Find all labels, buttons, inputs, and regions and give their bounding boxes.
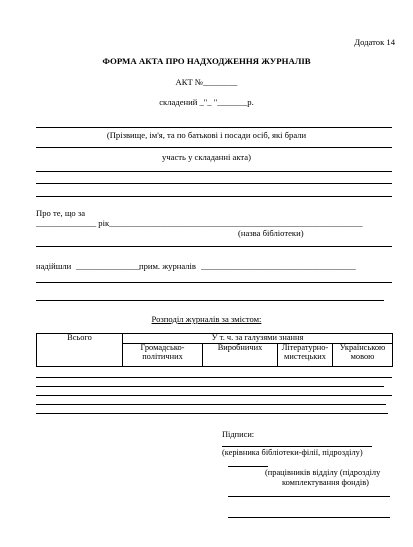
appendix-label: Додаток 14 [354, 37, 395, 47]
signatures-title: Підписи: [222, 430, 255, 439]
writing-line [36, 183, 392, 184]
writing-line [36, 377, 392, 378]
received-copies-blank: _______________ [76, 261, 141, 271]
writing-line [36, 413, 388, 414]
head-signature-caption: (керівника бібліотеки-філії, підрозділу) [222, 448, 363, 457]
col-header-ukrainian: Українською мовою [333, 343, 393, 366]
writing-line [36, 300, 384, 301]
writing-line [36, 386, 384, 387]
act-date: складений _"_ "_______р. [159, 97, 254, 107]
staff-caption-2: комплектування фондів) [282, 478, 369, 487]
col-header-industrial: Виробничих [203, 343, 278, 366]
writing-line [36, 404, 386, 405]
signature-line [228, 466, 268, 467]
signature-line [222, 446, 372, 447]
writing-line [36, 246, 392, 247]
writing-line [36, 171, 392, 172]
act-number: АКТ №________ [175, 77, 238, 87]
signature-line [228, 517, 390, 518]
received-tail-blank: ____________________________________ [201, 262, 356, 271]
signature-line [228, 496, 390, 497]
writing-line [36, 147, 392, 148]
received-copies-label: прим. журналів [139, 261, 196, 271]
writing-line [36, 196, 392, 197]
composition-caption-1: (Прізвище, ім'я, та по батькові і посади осіб, які брали [106, 130, 307, 140]
document-title: ФОРМА АКТА ПРО НАДХОДЖЕННЯ ЖУРНАЛІВ [102, 56, 311, 66]
year-line: ______________ рік___________________________________________________________ [36, 219, 363, 228]
staff-caption-1: (працівників відділу (підрозділу [265, 468, 381, 477]
col-total-header: Всього [37, 334, 123, 367]
col-header-literary-artistic: Літературно- мистецьких [278, 343, 333, 366]
received-label: надійшли [36, 261, 72, 271]
writing-line [36, 127, 392, 128]
col-header-social-political: Громадсько- політичних [123, 343, 203, 366]
writing-line [36, 282, 392, 283]
library-caption: (назва бібліотеки) [238, 228, 304, 238]
distribution-title: Розподіл журналів за змістом: [151, 314, 262, 324]
distribution-table [36, 333, 393, 367]
writing-line [36, 395, 392, 396]
composition-caption-2: участь у складанні акта) [162, 152, 251, 162]
col-group-header: У т. ч. за галузями знання [123, 334, 393, 344]
about-prefix: Про те, що за [36, 208, 86, 218]
